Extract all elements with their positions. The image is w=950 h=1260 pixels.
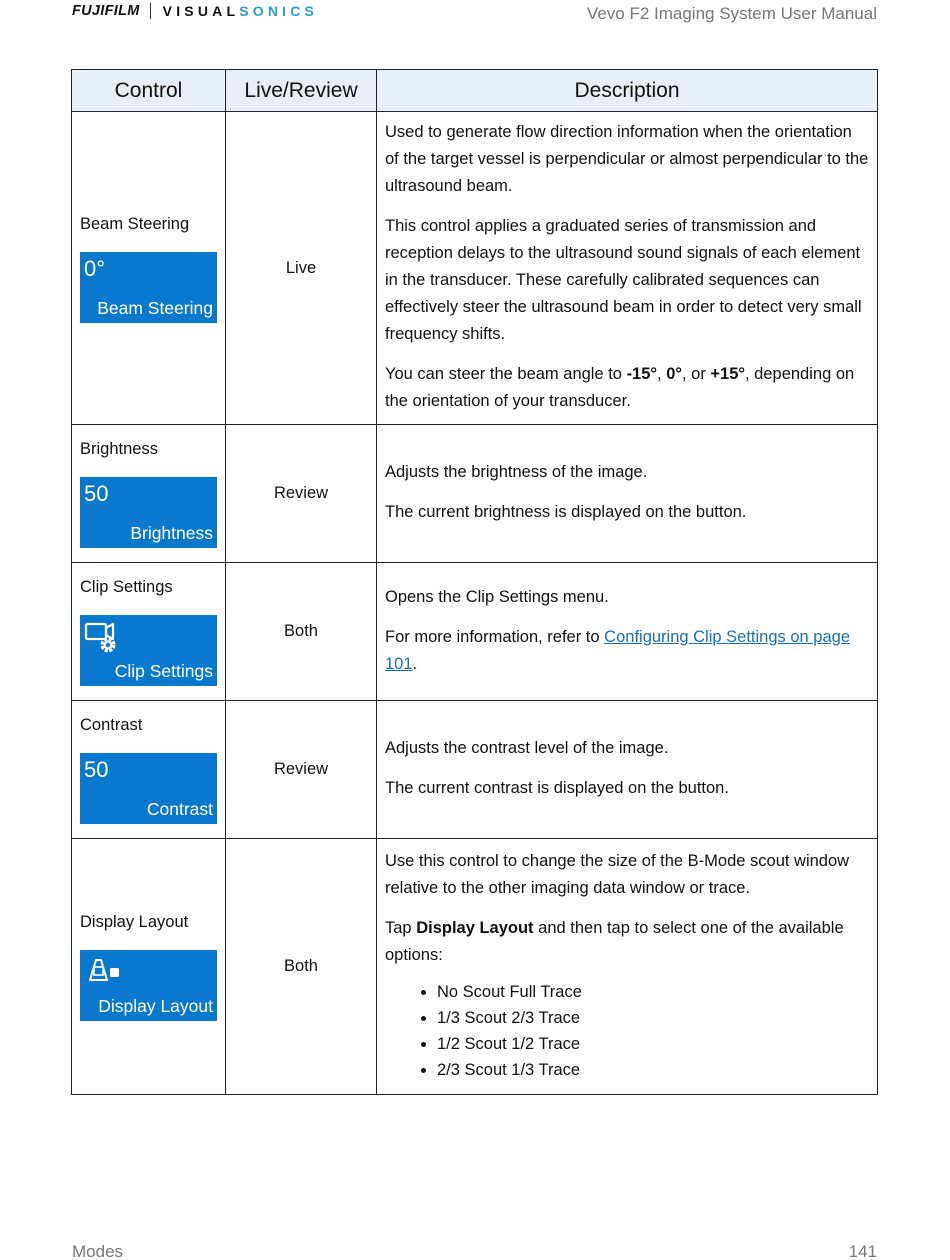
list-item: • 1/3 Scout 2/3 Trace [437, 1005, 869, 1031]
angle-value: -15° [626, 365, 658, 383]
description-paragraph: Used to generate flow direction information when the orientation of the target vessel is perpendicular or almost perpendicular to the ultrasound beam. [385, 123, 869, 195]
button-label: Beam Steering [97, 297, 213, 318]
description-paragraph: The current brightness is displayed on the button. [385, 503, 747, 521]
text-run: . [412, 654, 418, 673]
control-cell [72, 425, 226, 563]
button-label: Contrast [146, 799, 213, 819]
list-item: • No Scout Full Trace [437, 979, 869, 1005]
button-value: 0° [84, 255, 106, 281]
layout-options-list [385, 979, 869, 1083]
mode-cell: Review [226, 701, 377, 839]
description-paragraph: The current contrast is displayed on the button. [385, 779, 729, 797]
control-cell [72, 701, 226, 839]
column-header-control: Control [72, 70, 226, 112]
table-row [72, 839, 878, 1095]
description-paragraph: Opens the Clip Settings menu. [385, 587, 609, 606]
fujifilm-logo-text: FUJIFILM [72, 3, 140, 19]
description-cell [377, 701, 878, 839]
mode-cell: Both [226, 839, 377, 1095]
description-cell [377, 112, 878, 425]
button-value: 50 [84, 481, 109, 506]
control-name: Display Layout [80, 913, 189, 931]
camera-gear-icon [84, 619, 124, 660]
list-item: • 2/3 Scout 1/3 Trace [437, 1057, 869, 1083]
controls-table [71, 69, 878, 1095]
table-row [72, 112, 878, 425]
sonics-logo-text: SONICS [239, 3, 319, 19]
table-row [72, 701, 878, 839]
control-cell [72, 839, 226, 1095]
display-layout-button[interactable] [80, 950, 217, 1021]
control-cell [72, 563, 226, 701]
bold-term: Display Layout [416, 919, 534, 937]
column-header-live-review: Live/Review [226, 70, 377, 112]
description-paragraph: Adjusts the contrast level of the image. [385, 739, 669, 757]
description-paragraph [385, 361, 869, 415]
clip-settings-link[interactable]: Configuring Clip Settings on page 101 [385, 627, 850, 673]
description-paragraph: Adjusts the brightness of the image. [385, 463, 648, 481]
logo-divider [150, 3, 151, 19]
column-header-description: Description [377, 70, 878, 112]
control-name: Contrast [80, 716, 143, 734]
manual-title: Vevo F2 Imaging System User Manual [586, 4, 877, 23]
button-label: Brightness [130, 523, 213, 543]
brand-logo [72, 2, 318, 20]
display-layout-icon [84, 954, 124, 989]
text-run: , or [681, 365, 711, 383]
button-label: Display Layout [98, 996, 213, 1016]
text-run: Tap [385, 919, 417, 937]
description-cell [377, 425, 878, 563]
angle-value: 0° [666, 365, 682, 383]
description-paragraph [385, 624, 869, 678]
list-item: • 1/2 Scout 1/2 Trace [437, 1031, 869, 1057]
contrast-button[interactable] [80, 753, 217, 824]
description-cell [377, 839, 878, 1095]
text-run: For more information, refer to [385, 627, 605, 646]
table-row [72, 425, 878, 563]
mode-cell: Both [226, 563, 377, 701]
text-run: and then tap to select one of the available options: [385, 919, 844, 964]
button-value: 50 [84, 757, 109, 782]
control-cell [72, 112, 226, 425]
footer-section: Modes [72, 1242, 124, 1260]
button-label: Clip Settings [114, 661, 213, 681]
clip-settings-button[interactable] [80, 615, 217, 686]
description-paragraph: This control applies a graduated series of transmission and reception delays to the ultrasound sound signals of each element in the transducer. These carefully calibrated sequences can effectively steer the ultrasound beam in order to detect very small frequency shifts. [385, 217, 862, 343]
table-row [72, 563, 878, 701]
description-cell [377, 563, 878, 701]
mode-cell: Review [226, 425, 377, 563]
control-name: Beam Steering [80, 214, 190, 233]
beam-steering-button[interactable] [80, 252, 217, 323]
text-run: , depending on the orientation of your transducer. [385, 365, 855, 410]
page-number: 141 [848, 1242, 877, 1260]
description-paragraph: Use this control to change the size of the B-Mode scout window relative to the other imaging data window or trace. [385, 852, 850, 897]
visual-logo-text: VISUAL [162, 3, 240, 19]
control-name: Clip Settings [80, 578, 173, 596]
text-run: , [657, 365, 667, 383]
mode-cell: Live [226, 112, 377, 425]
control-name: Brightness [80, 440, 158, 458]
table-header-row [72, 70, 878, 112]
text-run: You can steer the beam angle to [385, 365, 627, 383]
angle-value: +15° [710, 365, 745, 383]
description-paragraph [385, 915, 869, 969]
brightness-button[interactable] [80, 477, 217, 548]
